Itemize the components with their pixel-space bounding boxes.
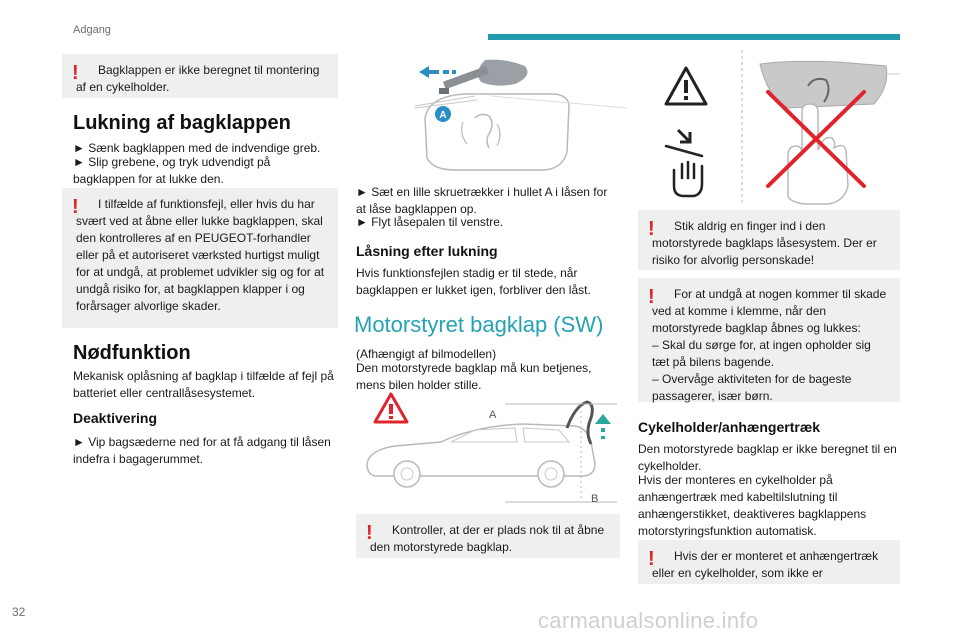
step-screwdriver: ► Sæt en lille skruetrækker i hullet A i låsen for at låse bagklappen op. <box>356 185 608 216</box>
warning-text: Kontroller, at der er plads nok til at åbne den motorstyrede bagklap. <box>370 523 605 554</box>
warning-icon: ! <box>366 522 373 544</box>
lukning-step-1: ► Sænk bagklappen med de indvendige greb. <box>73 141 321 155</box>
warning-text: I tilfælde af funktionsfejl, eller hvis du har svært ved at åbne eller lukke bagklappen, skal den kontrolleres af en PEUGEOT-forhandler eller på et autoriseret værksted hurtigst muligt for at undgå, at problemet udvikler sig og for at undgå risiko for, at bagklappen klapper i og forårsager alvorlige skader. <box>76 197 325 313</box>
watermark: carmanualsonline.info <box>538 608 759 633</box>
car-label-a: A <box>489 409 497 421</box>
warning-box-bike-holder <box>62 54 338 98</box>
motorstyret-subtitle: (Afhængigt af bilmodellen) <box>356 347 497 361</box>
motorstyret-text: Den motorstyrede bagklap må kun betjenes, mens bilen holder stille. <box>356 361 592 392</box>
warning-box-trailer <box>638 540 900 584</box>
figure-label-a: A <box>439 110 447 121</box>
car-label-b: B <box>591 493 599 505</box>
cykelholder-text-1: Den motorstyrede bagklap er ikke beregnet til en cykelholder. <box>638 442 897 473</box>
car-clearance-figure <box>355 392 627 510</box>
section-title-lukning: Lukning af bagklappen <box>73 112 291 134</box>
warning-box-klemme <box>638 278 900 402</box>
warning-text: Hvis der er monteret et anhængertræk eller en cykelholder, som ikke er <box>652 549 879 580</box>
warning-icon: ! <box>72 196 79 218</box>
warning-list-item: – Skal du sørge for, at ingen opholder sig tæt på bilens bagende. <box>652 338 871 369</box>
warning-text: Stik aldrig en finger ind i den motorstyrede bagklaps låsesystem. Der er risiko for alvorlig personskade! <box>652 219 877 267</box>
warning-list-item: – Overvåge aktiviteten for de bageste passagerer, især børn. <box>652 372 852 403</box>
warning-icon: ! <box>648 218 655 240</box>
warning-icon: ! <box>72 62 79 84</box>
warning-icon: ! <box>648 286 655 308</box>
warning-icon: ! <box>648 548 655 570</box>
warning-text: For at undgå at nogen kommer til skade ved at komme i klemme, når den motorstyrede bagklap åbnes og lukkes: <box>652 287 887 335</box>
lukning-step-2: ► Slip grebene, og tryk udvendigt på bagklappen for at lukke den. <box>73 155 271 186</box>
section-title-motorstyret: Motorstyret bagklap (SW) <box>354 312 604 337</box>
deaktivering-text: ► Vip bagsæderne ned for at få adgang til låsen indefra i bagagerummet. <box>73 435 331 466</box>
warning-box-malfunction <box>62 188 338 328</box>
cykelholder-text-2: Hvis der monteres en cykelholder på anhængertræk med kabeltilslutning til anhængerstikket, deaktiveres bagklappens motorstyringsfunktion automatisk. <box>638 473 867 538</box>
warning-box-space <box>356 514 620 558</box>
subsection-title-lasning: Låsning efter lukning <box>356 243 498 259</box>
section-title-nodfunktion: Nødfunktion <box>73 342 191 364</box>
warning-box-finger <box>638 210 900 270</box>
lasning-text: Hvis funktionsfejlen stadig er til stede, når bagklappen er lukket igen, forbliver den låst. <box>356 266 591 297</box>
header-accent-bar <box>488 34 900 40</box>
nodfunktion-text: Mekanisk oplåsning af bagklap i tilfælde af fejl på batteriet eller centrallåsesystemet. <box>73 369 334 400</box>
page-number: 32 <box>12 605 26 619</box>
subsection-title-cykelholder: Cykelholder/anhængertræk <box>638 419 821 435</box>
step-move-latch: ► Flyt låsepalen til venstre. <box>356 215 504 229</box>
lock-screwdriver-figure <box>355 48 627 180</box>
section-header: Adgang <box>73 24 111 36</box>
warning-text: Bagklappen er ikke beregnet til montering af en cykelholder. <box>76 63 320 94</box>
finger-warning-figure <box>638 46 900 206</box>
subsection-title-deaktivering: Deaktivering <box>73 410 158 426</box>
